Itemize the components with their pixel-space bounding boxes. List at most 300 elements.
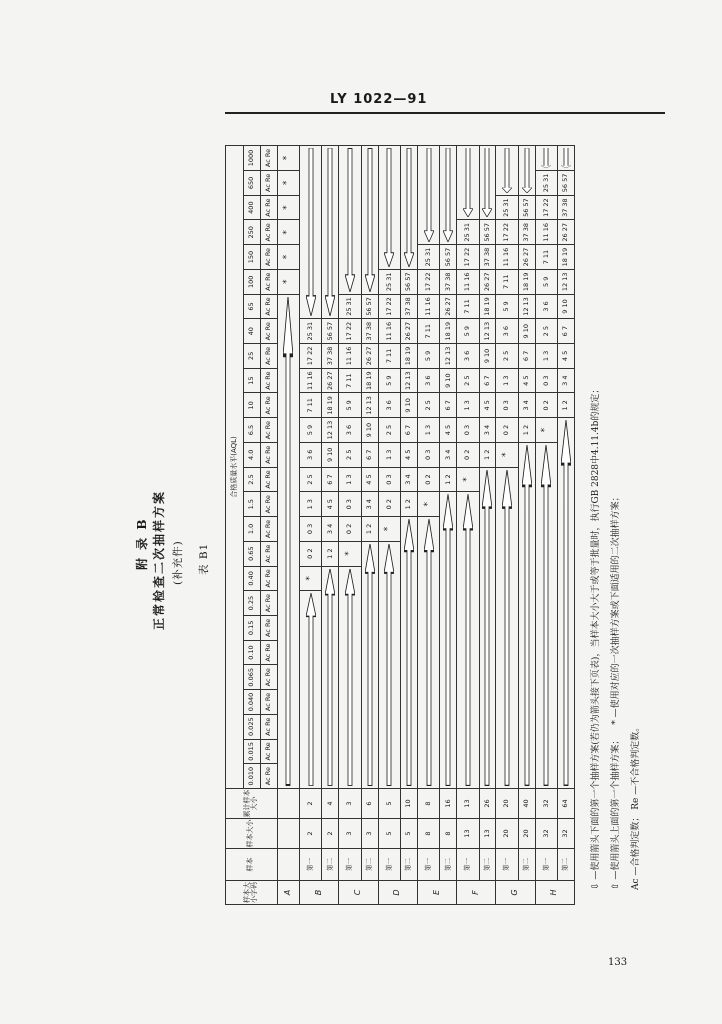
- acre-value: 1 2: [400, 492, 417, 517]
- sample-size: 2: [322, 819, 339, 849]
- acre-value: 2 5: [339, 442, 361, 467]
- star-cell: *: [277, 171, 299, 196]
- acre-value: 0 3: [299, 517, 321, 542]
- sample-name: 第二: [479, 849, 496, 881]
- star-cell: *: [299, 566, 321, 591]
- acre-value: 0 2: [535, 393, 557, 418]
- down-arrow-cell: [496, 467, 518, 788]
- appendix-title: 正常检查二次抽样方案: [152, 489, 166, 630]
- acre-label: Ac Re: [260, 690, 277, 715]
- acre-label: Ac Re: [260, 665, 277, 690]
- acre-value: 3 6: [339, 418, 361, 443]
- acre-value: 0 3: [457, 418, 479, 443]
- acre-value: 56 57: [322, 319, 339, 344]
- acre-value: 17 22: [339, 319, 361, 344]
- acre-value: 17 22: [299, 344, 321, 369]
- acre-value: 18 19: [322, 393, 339, 418]
- up-arrow-cell: [417, 146, 439, 245]
- acre-value: 37 38: [361, 319, 378, 344]
- up-arrow-icon: [482, 148, 492, 217]
- acre-value: 25 31: [299, 319, 321, 344]
- acre-value: 26 27: [361, 344, 378, 369]
- sample-size: 3: [339, 819, 361, 849]
- sample-name: 第二: [361, 849, 378, 881]
- acre-value: 7 11: [457, 294, 479, 319]
- table-row: [496, 146, 518, 905]
- acre-label: Ac Re: [260, 269, 277, 294]
- acre-label: Ac Re: [260, 220, 277, 245]
- up-arrow-cell: [457, 146, 479, 220]
- acre-value: 26 27: [479, 269, 496, 294]
- down-arrow-icon: ⇩: [591, 882, 601, 890]
- table-label: 表 B1: [198, 542, 210, 575]
- acre-value: 7 11: [496, 269, 518, 294]
- acre-label: Ac Re: [260, 640, 277, 665]
- sample-name: 第一: [339, 849, 361, 881]
- acre-value: 11 16: [535, 220, 557, 245]
- acre-value: 6 7: [322, 467, 339, 492]
- up-arrow-icon: [522, 148, 532, 193]
- star-cell: *: [277, 146, 299, 171]
- acre-label: Ac Re: [260, 764, 277, 789]
- acre-value: 25 31: [457, 220, 479, 245]
- star-cell: *: [277, 269, 299, 294]
- aql-level: 650: [243, 171, 260, 196]
- acre-value: 26 27: [518, 245, 535, 270]
- sample-size: 8: [417, 819, 439, 849]
- cumulative-size: 16: [440, 789, 457, 819]
- acre-value: 0 3: [339, 492, 361, 517]
- acre-value: 56 57: [518, 195, 535, 220]
- acre-value: 3 6: [417, 368, 439, 393]
- acre-value: 5 9: [535, 269, 557, 294]
- aql-level: 0.040: [243, 690, 260, 715]
- acre-value: 5 9: [339, 393, 361, 418]
- up-arrow-cell: [518, 146, 535, 196]
- down-arrow-icon: [561, 420, 571, 786]
- up-arrow-icon: [561, 148, 571, 168]
- cumulative-size: 40: [518, 789, 535, 819]
- down-arrow-cell: [479, 467, 496, 788]
- sample-code: G: [496, 881, 535, 905]
- acre-value: 3 6: [457, 344, 479, 369]
- up-arrow-icon: [541, 148, 551, 168]
- acre-label: Ac Re: [260, 146, 277, 171]
- acre-value: 56 57: [440, 245, 457, 270]
- acre-label: Ac Re: [260, 195, 277, 220]
- aql-level: 0.065: [243, 665, 260, 690]
- acre-value: 1 2: [322, 541, 339, 566]
- up-arrow-cell: [322, 146, 339, 319]
- acre-value: 37 38: [400, 294, 417, 319]
- acre-value: 0 3: [535, 368, 557, 393]
- sample-name: 第二: [400, 849, 417, 881]
- down-arrow-icon: [463, 494, 473, 786]
- acre-value: 17 22: [496, 220, 518, 245]
- acre-value: 0 2: [496, 418, 518, 443]
- down-arrow-icon: [384, 544, 394, 786]
- table-row: [518, 146, 535, 905]
- acre-value: 9 10: [479, 344, 496, 369]
- acre-value: 0 2: [299, 541, 321, 566]
- cumulative-size: 20: [496, 789, 518, 819]
- down-arrow-cell: [457, 492, 479, 789]
- star-cell: *: [277, 195, 299, 220]
- up-arrow-icon: [384, 148, 394, 267]
- acre-value: 4 5: [440, 418, 457, 443]
- acre-value: 1 3: [496, 368, 518, 393]
- acre-label: Ac Re: [260, 171, 277, 196]
- acre-value: 1 2: [518, 418, 535, 443]
- sampling-table-container: [225, 145, 575, 905]
- table-row: [277, 146, 299, 905]
- aql-header: 合格质量水平(AQL): [226, 146, 244, 789]
- up-arrow-cell: [378, 146, 400, 270]
- table-row: [299, 146, 321, 905]
- acre-value: 5 9: [496, 294, 518, 319]
- sample-size: 5: [400, 819, 417, 849]
- star-cell: *: [457, 467, 479, 492]
- sample-size: 2: [299, 819, 321, 849]
- appendix-note: (补充件): [172, 540, 184, 585]
- acre-value: 7 11: [299, 393, 321, 418]
- acre-value: 1 2: [558, 393, 575, 418]
- acre-value: 6 7: [361, 442, 378, 467]
- acre-value: 3 4: [322, 517, 339, 542]
- col-cumulative: 累计样本大小: [226, 789, 278, 819]
- acre-value: 5 9: [417, 344, 439, 369]
- down-arrow-cell: [339, 566, 361, 788]
- aql-level: 25: [243, 344, 260, 369]
- up-arrow-icon: [463, 148, 473, 217]
- acre-value: 11 16: [457, 269, 479, 294]
- sample-code: A: [277, 881, 299, 905]
- appendix-label: 附 录 B: [135, 517, 149, 570]
- legend-down-arrow: ⇩ —使用箭头下面的第一个抽样方案(若仍为箭头接下页表)，当样本大小大于或等于批量时，执行GB 2828中4.11.4b的规定；: [591, 384, 601, 890]
- acre-value: 2 5: [535, 319, 557, 344]
- up-arrow-cell: [361, 146, 378, 295]
- aql-level: 40: [243, 319, 260, 344]
- sample-name: 第一: [457, 849, 479, 881]
- acre-value: 3 4: [479, 418, 496, 443]
- table-row: [361, 146, 378, 905]
- sample-name: 第二: [518, 849, 535, 881]
- cumulative-size: 5: [378, 789, 400, 819]
- aql-level: 0.40: [243, 566, 260, 591]
- acre-value: 17 22: [457, 245, 479, 270]
- acre-label: Ac Re: [260, 393, 277, 418]
- acre-value: 11 16: [378, 319, 400, 344]
- down-arrow-cell: [299, 591, 321, 789]
- up-arrow-cell: [496, 146, 518, 196]
- acre-value: 18 19: [440, 319, 457, 344]
- down-arrow-cell: [277, 294, 299, 788]
- acre-value: 12 13: [479, 319, 496, 344]
- acre-value: 0 2: [457, 442, 479, 467]
- acre-label: Ac Re: [260, 615, 277, 640]
- acre-value: 3 6: [535, 294, 557, 319]
- acre-value: 3 4: [400, 467, 417, 492]
- down-arrow-icon: [443, 494, 453, 786]
- star-cell: *: [277, 245, 299, 270]
- acre-value: 2 5: [457, 368, 479, 393]
- acre-value: 26 27: [440, 294, 457, 319]
- acre-value: 17 22: [535, 195, 557, 220]
- acre-label: Ac Re: [260, 492, 277, 517]
- acre-value: 1 2: [440, 467, 457, 492]
- acre-value: 1 3: [535, 344, 557, 369]
- sample-size: 32: [558, 819, 575, 849]
- acre-value: 9 10: [322, 442, 339, 467]
- acre-value: 9 10: [558, 294, 575, 319]
- acre-value: 25 31: [535, 171, 557, 196]
- cumulative-size: 10: [400, 789, 417, 819]
- up-arrow-cell: [558, 146, 575, 171]
- sample-size: 13: [457, 819, 479, 849]
- acre-value: 1 2: [361, 517, 378, 542]
- acre-value: 4 5: [479, 393, 496, 418]
- acre-value: 17 22: [378, 294, 400, 319]
- header-row: [226, 146, 244, 905]
- acre-value: 6 7: [558, 319, 575, 344]
- cumulative-size: 3: [339, 789, 361, 819]
- acre-label: Ac Re: [260, 418, 277, 443]
- acre-value: 12 13: [440, 344, 457, 369]
- acre-value: 18 19: [518, 269, 535, 294]
- acre-value: 18 19: [479, 294, 496, 319]
- down-arrow-icon: [306, 593, 316, 786]
- star-cell: *: [277, 220, 299, 245]
- sample-size: 3: [361, 819, 378, 849]
- acre-value: 3 6: [378, 393, 400, 418]
- up-arrow-icon: [424, 148, 434, 242]
- cumulative-size: 8: [417, 789, 439, 819]
- cumulative-size: 32: [535, 789, 557, 819]
- col-sample: 样本: [226, 849, 278, 881]
- cumulative-size: 6: [361, 789, 378, 819]
- acre-value: 7 11: [417, 319, 439, 344]
- aql-level: 150: [243, 245, 260, 270]
- acre-value: 4 5: [322, 492, 339, 517]
- acre-value: 1 2: [479, 442, 496, 467]
- acre-value: 11 16: [299, 368, 321, 393]
- acre-value: 25 31: [496, 195, 518, 220]
- acre-value: 5 9: [378, 368, 400, 393]
- table-row: [417, 146, 439, 905]
- up-arrow-icon: [502, 148, 512, 193]
- acre-value: 25 31: [339, 294, 361, 319]
- acre-value: 3 4: [361, 492, 378, 517]
- cumulative-size: 64: [558, 789, 575, 819]
- acre-value: 6 7: [479, 368, 496, 393]
- sample-name: 第一: [378, 849, 400, 881]
- up-arrow-icon: [306, 148, 316, 316]
- sample-name: 第一: [299, 849, 321, 881]
- down-arrow-cell: [440, 492, 457, 789]
- table-row: [558, 146, 575, 905]
- acre-value: 37 38: [440, 269, 457, 294]
- up-arrow-icon: [325, 148, 335, 316]
- acre-value: 0 3: [378, 467, 400, 492]
- acre-value: 3 4: [440, 442, 457, 467]
- col-sample-size: 样本大小: [226, 819, 278, 849]
- aql-level: 1.0: [243, 517, 260, 542]
- acre-value: 11 16: [339, 344, 361, 369]
- acre-value: 56 57: [479, 220, 496, 245]
- acre-label: Ac Re: [260, 319, 277, 344]
- up-arrow-icon: [365, 148, 375, 292]
- acre-value: 37 38: [558, 195, 575, 220]
- up-arrow-icon: [443, 148, 453, 242]
- sample-code: E: [417, 881, 456, 905]
- acre-value: 12 13: [558, 269, 575, 294]
- star-cell: *: [535, 418, 557, 443]
- cumulative-size: [277, 789, 299, 819]
- sample-code: B: [299, 881, 338, 905]
- up-arrow-icon: [345, 148, 355, 292]
- acre-value: 7 11: [378, 344, 400, 369]
- aql-level: 0.65: [243, 541, 260, 566]
- down-arrow-icon: [424, 519, 434, 786]
- acre-value: 18 19: [361, 368, 378, 393]
- acre-value: 2 5: [417, 393, 439, 418]
- sample-name: 第一: [535, 849, 557, 881]
- cumulative-size: 2: [299, 789, 321, 819]
- acre-value: 9 10: [361, 418, 378, 443]
- acre-value: 25 31: [417, 245, 439, 270]
- acre-value: 26 27: [400, 319, 417, 344]
- star-cell: *: [339, 541, 361, 566]
- acre-value: 1 3: [378, 442, 400, 467]
- acre-value: 17 22: [417, 269, 439, 294]
- acre-label: Ac Re: [260, 591, 277, 616]
- acre-value: 1 3: [299, 492, 321, 517]
- sample-name: 第二: [558, 849, 575, 881]
- sample-code: H: [535, 881, 574, 905]
- up-arrow-icon: ⇧: [611, 882, 621, 890]
- page-number: 133: [608, 957, 628, 968]
- acre-value: 7 11: [339, 368, 361, 393]
- table-row: [378, 146, 400, 905]
- sample-size: 20: [496, 819, 518, 849]
- table-row: [440, 146, 457, 905]
- acre-value: 9 10: [440, 368, 457, 393]
- up-arrow-cell: [299, 146, 321, 319]
- sample-size: 8: [440, 819, 457, 849]
- acre-value: 12 13: [400, 368, 417, 393]
- acre-label: Ac Re: [260, 245, 277, 270]
- cumulative-size: 4: [322, 789, 339, 819]
- acre-label: Ac Re: [260, 442, 277, 467]
- down-arrow-icon: [345, 569, 355, 786]
- acre-value: 5 9: [299, 418, 321, 443]
- up-arrow-icon: [404, 148, 414, 267]
- header-rule: [225, 112, 665, 114]
- up-arrow-cell: [535, 146, 557, 171]
- aql-level: 10: [243, 393, 260, 418]
- sample-size: 13: [479, 819, 496, 849]
- acre-value: 3 4: [558, 368, 575, 393]
- acre-value: 4 5: [400, 442, 417, 467]
- acre-value: 0 2: [378, 492, 400, 517]
- down-arrow-cell: [378, 541, 400, 788]
- aql-level: 1000: [243, 146, 260, 171]
- down-arrow-cell: [535, 442, 557, 788]
- acre-value: 37 38: [479, 245, 496, 270]
- acre-value: 56 57: [400, 269, 417, 294]
- table-row: [400, 146, 417, 905]
- sample-name: 第二: [440, 849, 457, 881]
- standard-code: LY 1022—91: [330, 92, 428, 107]
- table-row: [479, 146, 496, 905]
- sample-name: 第二: [322, 849, 339, 881]
- down-arrow-icon: [502, 470, 512, 786]
- acre-label: Ac Re: [260, 517, 277, 542]
- aql-level: 0.15: [243, 615, 260, 640]
- down-arrow-icon: [404, 519, 414, 786]
- aql-level: 2.5: [243, 467, 260, 492]
- down-arrow-icon: [522, 445, 532, 786]
- acre-value: 37 38: [322, 344, 339, 369]
- star-cell: *: [496, 442, 518, 467]
- acre-label: Ac Re: [260, 294, 277, 319]
- down-arrow-cell: [558, 418, 575, 789]
- acre-value: 0 2: [417, 467, 439, 492]
- down-arrow-icon: [283, 297, 293, 786]
- acre-value: 6 7: [518, 344, 535, 369]
- aql-level: 1.5: [243, 492, 260, 517]
- acre-value: 2 5: [378, 418, 400, 443]
- acre-value: 9 10: [400, 393, 417, 418]
- acre-label: Ac Re: [260, 467, 277, 492]
- aql-level: 65: [243, 294, 260, 319]
- sample-size: 5: [378, 819, 400, 849]
- aql-level: 250: [243, 220, 260, 245]
- acre-value: 25 31: [378, 269, 400, 294]
- aql-level: 400: [243, 195, 260, 220]
- acre-value: 5 9: [457, 319, 479, 344]
- table-row: [457, 146, 479, 905]
- star-cell: *: [417, 492, 439, 517]
- acre-label: Ac Re: [260, 714, 277, 739]
- acre-value: 3 4: [518, 393, 535, 418]
- sample-name: 第一: [496, 849, 518, 881]
- acre-value: 18 19: [400, 344, 417, 369]
- acre-value: 0 3: [417, 442, 439, 467]
- acre-label: Ac Re: [260, 541, 277, 566]
- down-arrow-cell: [417, 517, 439, 789]
- acre-value: 3 6: [496, 319, 518, 344]
- acre-value: 37 38: [518, 220, 535, 245]
- acre-value: 12 13: [361, 393, 378, 418]
- sample-code: C: [339, 881, 378, 905]
- aql-level: 4.0: [243, 442, 260, 467]
- sample-name: 第一: [417, 849, 439, 881]
- col-sample-code: 样本大小字码: [226, 881, 278, 905]
- acre-value: 12 13: [518, 294, 535, 319]
- aql-level: 15: [243, 368, 260, 393]
- aql-level: 6.5: [243, 418, 260, 443]
- aql-level: 0.25: [243, 591, 260, 616]
- acre-value: 3 6: [299, 442, 321, 467]
- acre-value: 56 57: [558, 171, 575, 196]
- star-cell: *: [378, 517, 400, 542]
- up-arrow-cell: [479, 146, 496, 220]
- cumulative-size: 13: [457, 789, 479, 819]
- acre-value: 12 13: [322, 418, 339, 443]
- acre-value: 56 57: [361, 294, 378, 319]
- down-arrow-cell: [361, 541, 378, 788]
